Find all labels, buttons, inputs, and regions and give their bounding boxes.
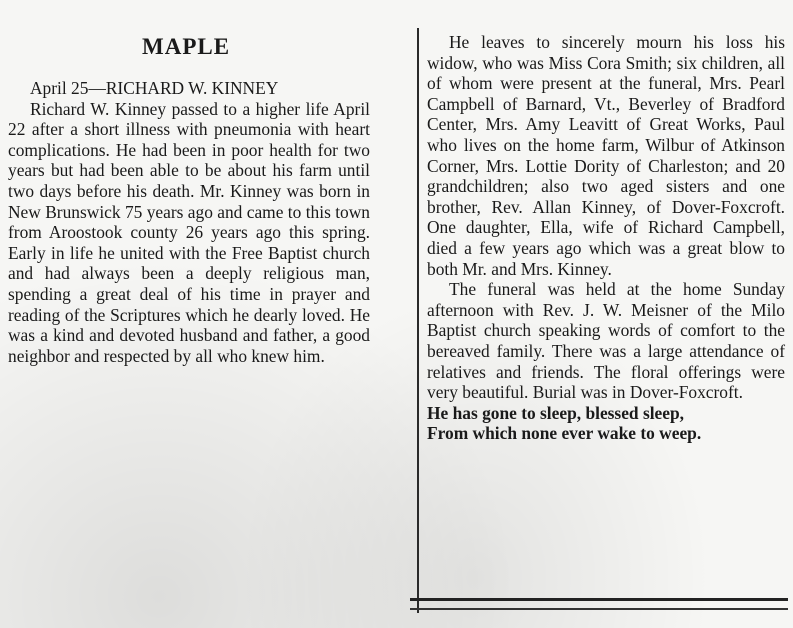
- left-body-text: Richard W. Kinney passed to a higher life April 22 after a short illness with pneumonia with heart complications. He had been in poor health for two years but had been able to be about his farm until two days before his death. Mr. Kinney was born in New Brunswick 75 years ago and came to this town from Aroostook county 26 years ago this spring. Early in life he united with the Free Baptist church and had always been a deeply religious man, spending a great deal of his time in prayer and reading of the Scriptures which he dearly loved. He was a kind and devoted husband and father, a good neighbor and respected by all who knew him.: [8, 98, 370, 366]
- column-divider: [417, 28, 419, 613]
- right-column: [427, 32, 785, 444]
- dateline: April 25—RICHARD W. KINNEY: [30, 78, 279, 98]
- article-heading: MAPLE: [142, 34, 231, 59]
- right-paragraph-1: He leaves to sincerely mourn his loss his widow, who was Miss Cora Smith; six children, all of whom were present at the funeral, Mrs. Pearl Campbell of Barnard, Vt., Beverley of Bradford Center, Mrs. Amy Leavitt of Great Works, Paul who lives on the home farm, Wilbur of Atkinson Corner, Mrs. Lottie Dority of Charleston; and 20 grandchildren; also two aged sisters and one brother, Rev. Allan Kinney, of Dover-Foxcroft. One daughter, Ella, wife of Richard Campbell, died a few years ago which was a great blow to both Mr. and Mrs. Kinney.: [427, 32, 785, 279]
- verse-line-1: He has gone to sleep, blessed sleep,: [427, 402, 684, 423]
- bottom-rule: [410, 598, 788, 601]
- bottom-rule-secondary: [410, 608, 788, 610]
- right-paragraph-2: The funeral was held at the home Sunday afternoon with Rev. J. W. Meisner of the Milo Baptist church speaking words of comfort to the bereaved family. There was a large attendance of relatives and friends. The floral offerings were very beautiful. Burial was in Dover-Foxcroft.: [427, 279, 785, 403]
- left-column: [8, 78, 370, 366]
- verse-line-2: From which none ever wake to weep.: [427, 423, 702, 444]
